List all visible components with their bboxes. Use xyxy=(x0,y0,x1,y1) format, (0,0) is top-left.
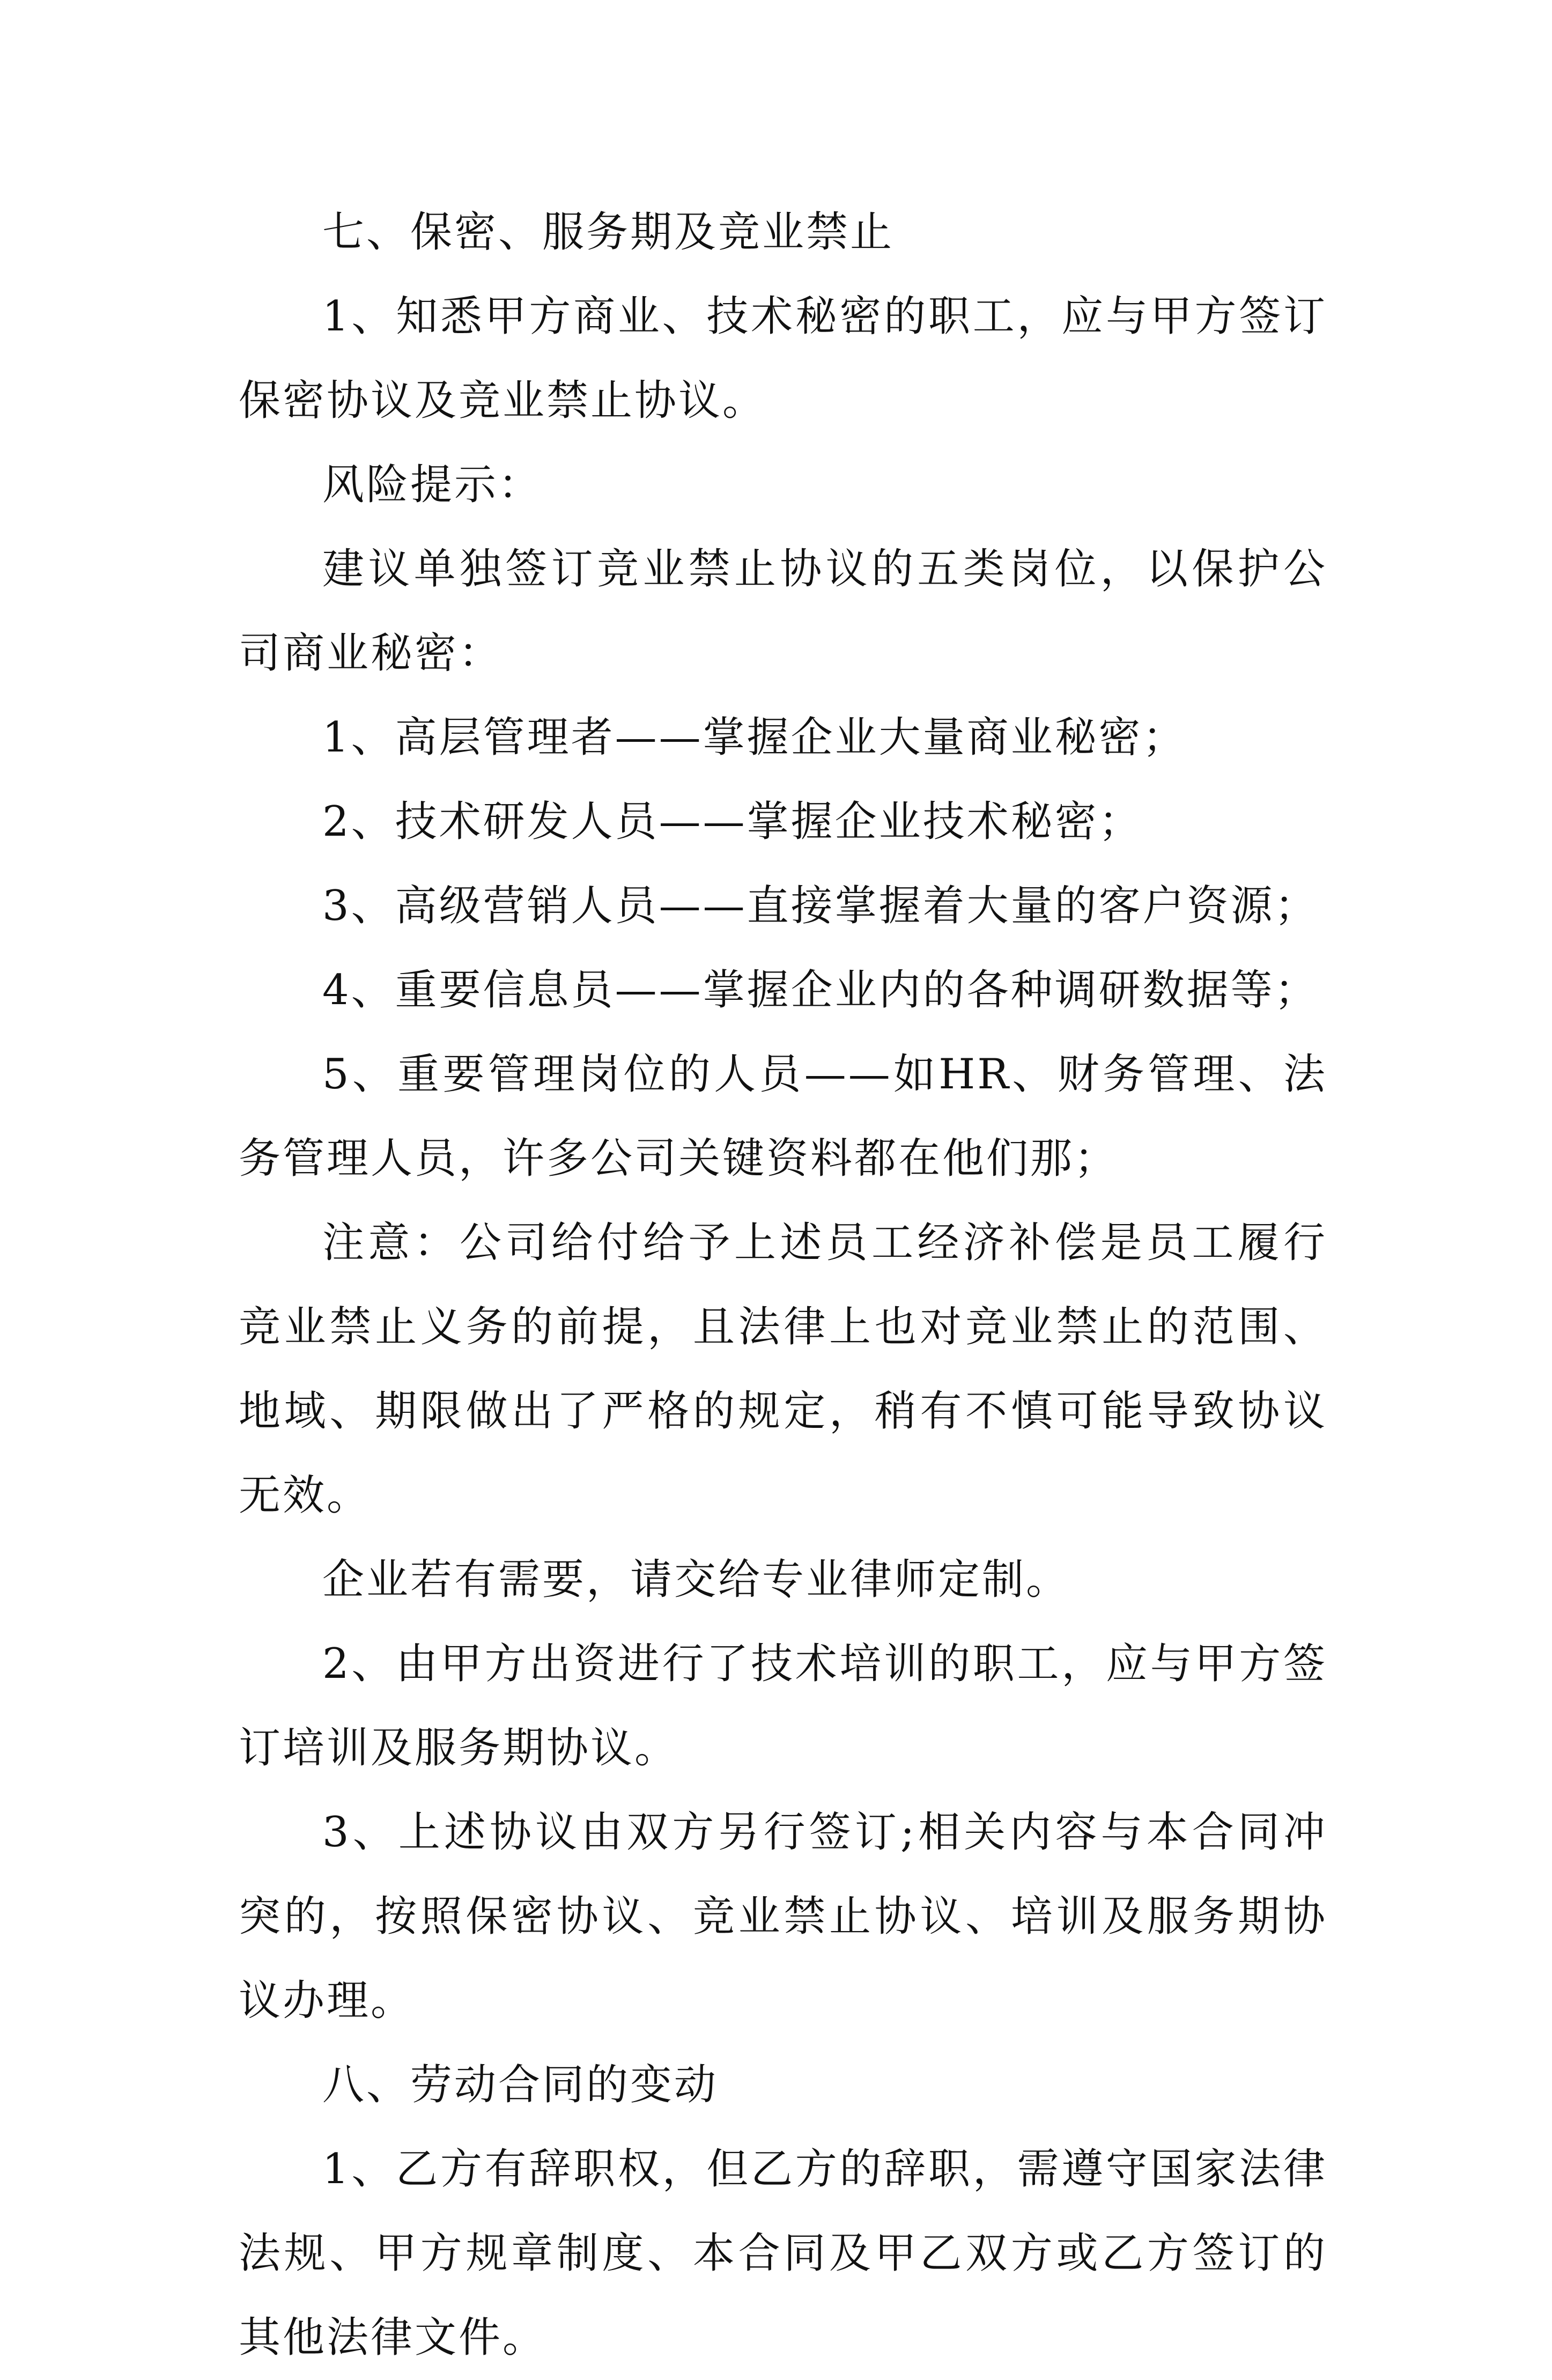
risk-list-item: 5、重要管理岗位的人员——如HR、财务管理、法务管理人员，许多公司关键资料都在他们那； xyxy=(239,1050,1327,1183)
section-heading-eight: 八、劳动合同的变动 xyxy=(322,2061,719,2109)
clause-paragraph: 3、上述协议由双方另行签订;相关内容与本合同冲突的，按照保密协议、竞业禁止协议、培训及服务期协议办理。 xyxy=(239,1808,1327,2025)
clause-paragraph: 2、由甲方出资进行了技术培训的职工，应与甲方签订培训及服务期协议。 xyxy=(239,1640,1327,1772)
risk-list-item: 1、高层管理者——掌握企业大量商业秘密； xyxy=(322,713,1187,762)
risk-list-item: 4、重要信息员——掌握企业内的各种调研数据等； xyxy=(322,966,1319,1014)
risk-paragraph: 建议单独签订竞业禁止协议的五类岗位，以保护公司商业秘密： xyxy=(239,545,1327,677)
risk-heading: 风险提示： xyxy=(322,461,543,509)
section-heading-seven: 七、保密、服务期及竞业禁止 xyxy=(322,208,895,256)
document-body xyxy=(239,190,1327,2380)
clause-paragraph: 1、知悉甲方商业、技术秘密的职工，应与甲方签订保密协议及竞业禁止协议。 xyxy=(239,292,1327,425)
risk-list-item: 2、技术研发人员——掌握企业技术秘密； xyxy=(322,798,1143,846)
note-paragraph: 注意：公司给付给予上述员工经济补偿是员工履行竞业禁止义务的前提，且法律上也对竞业禁止的范围、地域、期限做出了严格的规定，稍有不慎可能导致协议无效。 xyxy=(239,1219,1327,1520)
advice-paragraph: 企业若有需要，请交给专业律师定制。 xyxy=(322,1556,1070,1604)
clause-paragraph: 1、乙方有辞职权，但乙方的辞职，需遵守国家法律法规、甲方规章制度、本合同及甲乙双方或乙方签订的其他法律文件。 xyxy=(239,2145,1327,2362)
risk-list-item: 3、高级营销人员——直接掌握着大量的客户资源； xyxy=(322,882,1319,930)
